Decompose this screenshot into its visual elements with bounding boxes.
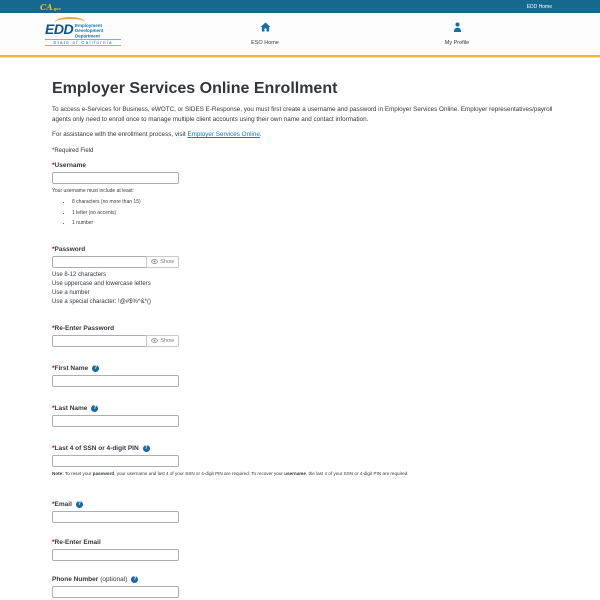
phone-label: Phone Number (optional) ? [52,576,137,583]
ssn-pin-input[interactable] [52,455,179,467]
page-title: Employer Services Online Enrollment [52,80,338,97]
last-name-field [52,405,555,427]
employer-services-online-link[interactable]: Employer Services Online [187,131,260,138]
last-name-label: * Last Name ? [52,405,97,412]
username-hint: • 1 number [72,220,555,226]
eye-icon [151,259,160,266]
password-rules [52,271,555,307]
nav-my-profile-label: My Profile [444,40,470,46]
username-hint-title: Your username must include at least: [52,188,135,194]
email-label: * Email ? [52,501,81,508]
phone-input[interactable] [52,586,179,598]
utility-bar [0,0,600,13]
intro-paragraph: To access e-Services for Business, eWOTC, or SIDES E-Response, you must first create a username and password in Employer Services Online. Employer representatives/payroll agents only need to enroll once to manage multiple client accounts using their own name and contact information. [52,106,553,123]
username-hints [72,199,555,226]
password-label: * Password [52,246,86,253]
username-hint: • 1 letter (no accents) [72,210,555,216]
cagov-logo-ca: CA [40,1,53,12]
edd-logo-acronym: EDD [45,21,74,37]
reenter-email-field [52,539,555,561]
reenter-password-label: * Re-Enter Password [52,325,115,332]
username-field [52,162,555,226]
nav-my-profile[interactable] [417,19,497,46]
ssn-pin-note: Note: To reset your password, your username and last 4 of your SSN or 4-digit PIN are required. To recover your username, the last 4 of your SSN or 4-digit PIN are required. [52,471,409,476]
ssn-pin-label: * Last 4 of SSN or 4-digit PIN ? [52,445,148,452]
reenter-email-input[interactable] [52,549,179,561]
assist-paragraph: For assistance with the enrollment process, visit Employer Services Online. [52,131,262,138]
person-icon [452,19,463,36]
required-asterisk: * [52,148,55,154]
password-rule: Use a number [52,290,90,296]
password-rule: Use 8-12 characters [52,272,107,278]
reenter-email-label: * Re-Enter Email [52,539,101,546]
help-icon[interactable]: ? [77,501,81,507]
password-rule: Use a special character: !@#$%^&*() [52,299,151,305]
password-rule: Use uppercase and lowercase letters [52,281,151,287]
home-icon [260,19,271,36]
reenter-password-field [52,325,555,347]
cagov-logo-gov: .gov [52,5,61,11]
help-icon[interactable]: ? [93,405,97,411]
username-hint: • 8 characters (no more than 15) [72,199,555,205]
email-field [52,501,555,523]
site-header [0,13,600,55]
first-name-input[interactable] [52,375,179,387]
ssn-pin-field [52,445,555,477]
reenter-password-show-button[interactable]: Show [146,335,179,347]
required-field-note: *Required Field [52,148,94,154]
last-name-input[interactable] [52,415,179,427]
help-icon[interactable]: ? [144,445,148,451]
edd-logo-state: State of California [53,40,113,45]
nav-eso-home[interactable] [225,19,305,46]
first-name-label: * First Name ? [52,365,98,372]
email-input[interactable] [52,511,179,523]
edd-logo-department: Employment Development Department [75,23,104,39]
username-input[interactable] [52,172,179,184]
username-label: * Username [52,162,86,169]
edd-home-link[interactable]: EDD Home [526,3,552,10]
first-name-field [52,365,555,387]
help-icon[interactable]: ? [94,365,98,371]
edd-logo[interactable] [45,17,121,46]
eye-icon [151,338,160,345]
password-field [52,246,555,307]
enrollment-form [0,58,600,598]
phone-field [52,576,555,598]
help-icon[interactable]: ? [133,576,137,582]
password-show-button[interactable]: Show [146,256,179,268]
nav-eso-home-label: ESO Home [251,40,279,46]
cagov-logo[interactable] [40,3,61,11]
